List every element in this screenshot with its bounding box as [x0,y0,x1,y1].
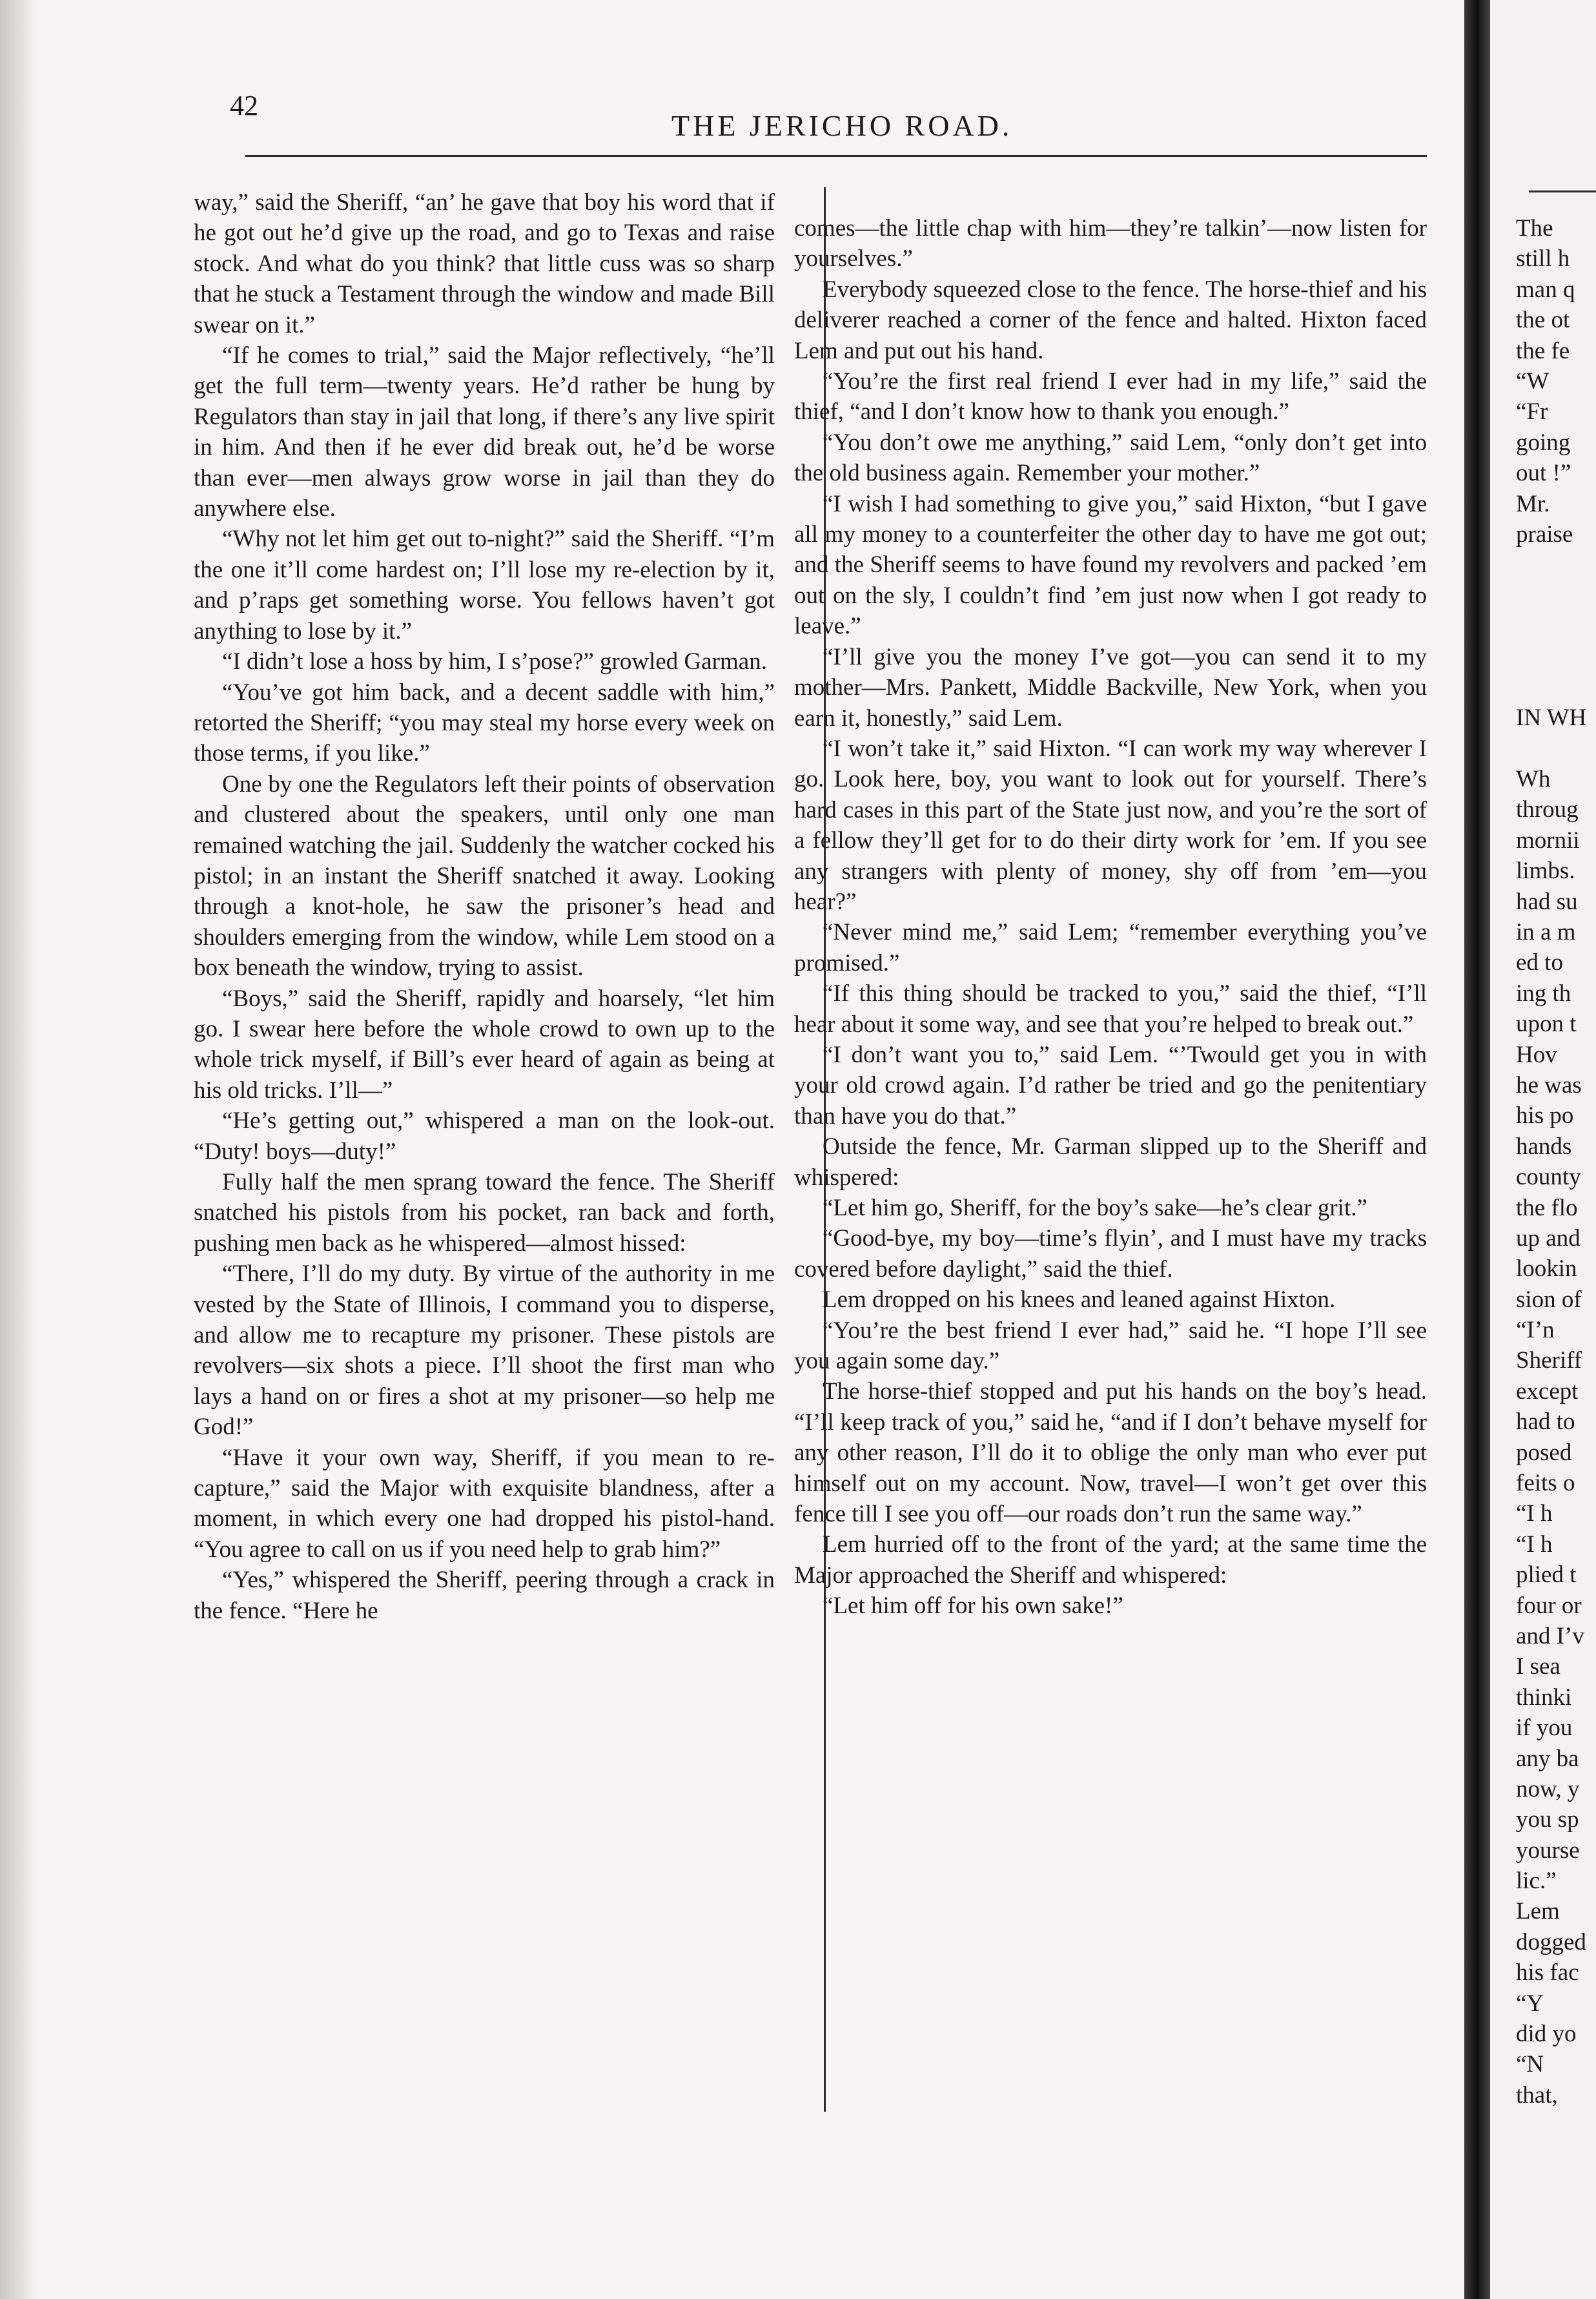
adjacent-line: he was [1516,1071,1582,1098]
adjacent-line: that, [1516,2081,1558,2108]
adjacent-line: had to [1516,1408,1575,1436]
adjacent-line [1516,672,1596,703]
adjacent-line: limbs. [1516,858,1575,885]
adjacent-line: throug [1516,796,1579,823]
paragraph: “Never mind me,” said Lem; “remember everything you’ve promised.” [794,919,1427,976]
adjacent-line: dogged [1516,1928,1586,1955]
running-title: THE JERICHO ROAD. [671,109,1013,142]
adjacent-line: “Fr [1516,398,1548,426]
paragraph: Lem dropped on his knees and leaned against Hixton. [823,1286,1336,1314]
adjacent-line: the fe [1516,337,1570,364]
paragraph: “You’re the best friend I ever had,” said he. “I hope I’ll see you again some day.” [794,1317,1427,1375]
adjacent-line: “Y [1516,1990,1544,2017]
paragraph: Outside the fence, Mr. Garman slipped up to the Sheriff and whispered: [794,1133,1427,1191]
adjacent-line: Mr. [1516,490,1550,517]
left-column [194,187,775,1626]
adjacent-line: up and [1516,1224,1581,1252]
paragraph: “There, I’ll do my duty. By virtue of the authority in me vested by the State of Illinois, I command you to disperse, and allow me to recapture my prisoner. These pistols are revolvers—six shots a piece. I’ll shoot the first man who lays a hand on or fires a shot at my prisoner—so help me God!” [194,1261,775,1441]
adjacent-line: posed [1516,1439,1572,1466]
adjacent-line: The [1516,215,1553,242]
page-edge-shadow [0,0,39,2299]
adjacent-line: did yo [1516,2021,1577,2048]
adjacent-line: upon t [1516,1011,1577,1038]
adjacent-line: four or [1516,1592,1582,1619]
adjacent-line: his po [1516,1102,1574,1129]
adjacent-line: plied t [1516,1562,1577,1589]
adjacent-line: “I’n [1516,1317,1555,1344]
adjacent-line: any ba [1516,1745,1579,1772]
adjacent-line: Hov [1516,1041,1557,1068]
paragraph: “You’ve got him back, and a decent saddle with him,” retorted the Sheriff; “you may steal my horse every week on those terms, if you like.” [194,679,775,767]
adjacent-line [1516,581,1596,611]
adjacent-line: thinki [1516,1684,1572,1711]
adjacent-line: IN WH [1516,705,1587,732]
adjacent-line: ing th [1516,980,1571,1007]
adjacent-line [1516,611,1596,641]
adjacent-line: still h [1516,245,1570,273]
paragraph: “I won’t take it,” said Hixton. “I can work my way wherever I go. Look here, boy, you want to look out for yourself. There’s hard cases in this part of the State just now, and you’re the sort of a fellow they’ll get for to do their dirty work for ’em. If you see any strangers with plenty of money, shy off from ’em—you hear?” [794,735,1427,915]
paragraph: “Why not let him get out to-night?” said the Sheriff. “I’m the one it’ll come hardest on; I’ll lose my re-election by it, and p’raps get something worse. You fellows haven’t got anything to lose by it.” [194,526,775,644]
adjacent-page-text [1516,213,1596,2110]
paragraph: “Let him go, Sheriff, for the boy’s sake—he’s clear grit.” [823,1195,1367,1221]
paragraph: “Let him off for his own sake!” [823,1593,1123,1620]
adjacent-header-rule [1529,191,1596,192]
paragraph: “I wish I had something to give you,” said Hixton, “but I gave all my money to a counterfeiter the other day to have me got out; and the Sheriff seems to have found my revolvers and packed ’em out on the sly, I couldn’t find ’em just now when I got ready to leave.” [794,490,1427,640]
adjacent-line: yourse [1516,1837,1580,1864]
adjacent-line: county [1516,1164,1581,1191]
paragraph: “You’re the first real friend I ever had in my life,” said the thief, “and I don’t know how to thank you enough.” [794,368,1427,426]
paragraph: “He’s getting out,” whispered a man on the look-out. “Duty! boys—duty!” [194,1108,775,1165]
adjacent-line: the ot [1516,307,1570,334]
adjacent-line: Lem [1516,1898,1560,1925]
adjacent-line: except [1516,1377,1579,1405]
paragraph: way,” said the Sheriff, “an’ he gave that boy his word that if he got out he’d give up the road, and go to Texas and raise stock. And what do you think? that little cuss was so sharp that he stuck a Testament through the window and made Bill swear on it.” [194,189,775,338]
adjacent-line: feits o [1516,1470,1575,1497]
adjacent-line: hands [1516,1133,1572,1160]
paragraph: “Boys,” said the Sheriff, rapidly and hoarsely, “let him go. I swear here before the whole crowd to own up to the whole trick myself, if Bill’s ever heard of again as being at his old tricks. I’ll—” [194,985,775,1104]
paragraph: One by one the Regulators left their points of observation and clustered about the speakers, until only one man remained watching the jail. Suddenly the watcher cocked his pistol; in an instant the Sheriff snatched it away. Looking through a knot-hole, he saw the prisoner’s head and shoulders emerging from the window, while Lem stood on a box beneath the window, trying to assist. [194,770,775,982]
adjacent-line: lookin [1516,1255,1577,1283]
paragraph: “If this thing should be tracked to you,” said the thief, “I’ll hear about it some way, and see that you’re helped to break out.” [794,980,1427,1038]
paragraph: comes—the little chap with him—they’re talkin’—now listen for yourselves.” [794,215,1427,273]
adjacent-line: you sp [1516,1806,1579,1833]
adjacent-line: the flo [1516,1194,1578,1221]
paragraph: “You don’t owe me anything,” said Lem, “only don’t get into the old business again. Remember your mother.” [794,429,1427,487]
adjacent-line: ed to [1516,949,1563,976]
adjacent-line: “N [1516,2051,1544,2078]
book-gutter [1464,0,1490,2299]
paragraph: “I didn’t lose a hoss by him, I s’pose?” growled Garman. [222,648,767,675]
adjacent-line: lic.” [1516,1868,1557,1895]
adjacent-line: out !” [1516,460,1571,487]
adjacent-line: Wh [1516,766,1551,793]
adjacent-line: and I’v [1516,1622,1584,1649]
paragraph: “Have it your own way, Sheriff, if you mean to re-capture,” said the Major with exquisite blandness, after a moment, in which every one had dropped his pistol-hand. “You agree to call on us if you need help to grab him?” [194,1444,775,1563]
page-number: 42 [230,90,258,121]
adjacent-line: “I h [1516,1500,1553,1527]
paragraph: “I don’t want you to,” said Lem. “’Twould get you in with your old crowd again. I’d rather be tried and go the penitentiary than have you do that.” [794,1041,1427,1129]
adjacent-line: his fac [1516,1959,1579,1986]
adjacent-line: “W [1516,367,1550,395]
adjacent-line: in a m [1516,918,1576,945]
adjacent-line: mornii [1516,827,1580,854]
adjacent-line: had su [1516,888,1578,915]
adjacent-line: going [1516,429,1571,456]
adjacent-line: if you [1516,1715,1573,1742]
adjacent-line: I sea [1516,1653,1560,1680]
paragraph: “Good-bye, my boy—time’s flyin’, and I must have my tracks covered before daylight,” said the thief. [794,1225,1427,1283]
paragraph: “I’ll give you the money I’ve got—you can send it to my mother—Mrs. Pankett, Middle Backville, New York, when you earn it, honestly,” said Lem. [794,643,1427,732]
adjacent-line [1516,641,1596,672]
paragraph: “If he comes to trial,” said the Major reflectively, “he’ll get the full term—twenty years. He’d rather be hung by Regulators than stay in jail that long, if there’s any live spirit in him. And then if he ever did break out, he’d be worse than ever—men always grow worse in jail than they do anywhere else. [194,342,775,522]
paragraph: Everybody squeezed close to the fence. The horse-thief and his deliverer reached a corner of the fence and halted. Hixton faced Lem and put out his hand. [794,276,1427,364]
adjacent-line: now, y [1516,1775,1580,1802]
adjacent-page [1490,0,1596,2299]
adjacent-line: praise [1516,521,1573,548]
adjacent-line [1516,550,1596,580]
paragraph: The horse-thief stopped and put his hands on the boy’s head. “I’ll keep track of you,” said he, “and if I don’t behave myself for any other reason, I’ll do it to oblige the only man who ever put himself out on my account. Now, travel—I won’t get over this fence till I see you off—our roads don’t run the same way.” [794,1378,1427,1528]
header-rule [245,155,1427,157]
adjacent-line: Sheriff [1516,1347,1582,1374]
adjacent-line: sion of [1516,1286,1582,1313]
paragraph: Fully half the men sprang toward the fence. The Sheriff snatched his pistols from his pocket, ran back and forth, pushing men back as he whispered—almost hissed: [194,1169,775,1257]
right-column [794,213,1427,1622]
adjacent-line [1516,734,1596,764]
adjacent-line: “I h [1516,1531,1553,1558]
paragraph: Lem hurried off to the front of the yard; at the same time the Major approached the Sheriff and whispered: [794,1531,1427,1589]
adjacent-line: man q [1516,276,1575,303]
paragraph: “Yes,” whispered the Sheriff, peering through a crack in the fence. “Here he [194,1567,775,1624]
